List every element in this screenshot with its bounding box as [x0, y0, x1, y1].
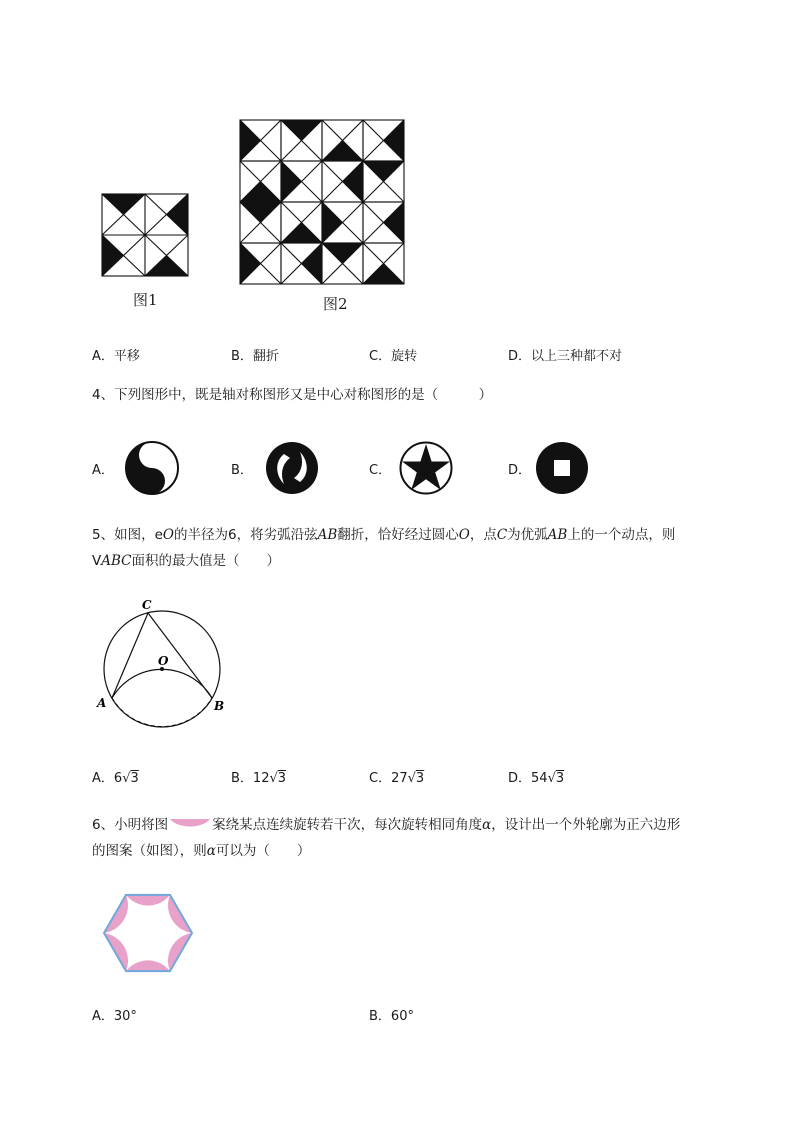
- figure-2-tiling: [238, 118, 406, 286]
- q6-hexagon-figure: [98, 889, 198, 977]
- q4-option-c-label[interactable]: C．: [369, 463, 392, 478]
- swirl-circle-icon[interactable]: [264, 440, 320, 496]
- q5-label-a: A: [97, 696, 107, 710]
- q6-option-a[interactable]: A．30°: [92, 1009, 137, 1024]
- q3-option-c[interactable]: C．旋转: [369, 349, 418, 364]
- yin-yang-icon[interactable]: [124, 440, 180, 496]
- q3-option-b[interactable]: B．翻折: [231, 349, 279, 364]
- q5-label-c: C: [142, 598, 152, 612]
- pink-segment-icon: [168, 816, 212, 832]
- q4-question: 4、下列图形中，既是轴对称图形又是中心对称图形的是（ ）: [92, 387, 493, 403]
- figure-2-caption: 图2: [323, 295, 348, 313]
- q5-question-line2: VABC面积的最大值是（ ）: [92, 553, 280, 569]
- q5-option-c[interactable]: C．27√3: [369, 771, 425, 786]
- q5-question-line1: 5、如图，eO的半径为6，将劣弧沿弦AB翻折，恰好经过圆心O，点C为优弧AB上的一个动点，则: [92, 527, 676, 543]
- q3-option-a[interactable]: A．平移: [92, 349, 140, 364]
- star-in-circle-icon[interactable]: [398, 440, 454, 496]
- coin-square-hole-icon[interactable]: [534, 440, 590, 496]
- q4-option-a-label[interactable]: A．: [92, 463, 114, 478]
- q5-label-b: B: [214, 699, 225, 713]
- q6-option-b[interactable]: B．60°: [369, 1009, 414, 1024]
- q5-option-a[interactable]: A．6√3: [92, 771, 139, 786]
- figure-1-caption: 图1: [133, 291, 158, 309]
- q5-option-b[interactable]: B．12√3: [231, 771, 287, 786]
- q4-option-b-label[interactable]: B．: [231, 463, 253, 478]
- q5-circle-figure: [90, 595, 240, 745]
- q6-question-line1: 6、小明将图 案绕某点连续旋转若干次，每次旋转相同角度α，设计出一个外轮廓为正六边形: [92, 817, 681, 833]
- q3-option-d[interactable]: D．以上三种都不对: [508, 349, 623, 364]
- figure-1-pinwheel: [100, 192, 190, 278]
- q5-option-d[interactable]: D．54√3: [508, 771, 565, 786]
- q4-option-d-label[interactable]: D．: [508, 463, 532, 478]
- q6-question-line2: 的图案（如图），则α可以为（ ）: [92, 843, 311, 859]
- q5-label-o: O: [158, 654, 169, 668]
